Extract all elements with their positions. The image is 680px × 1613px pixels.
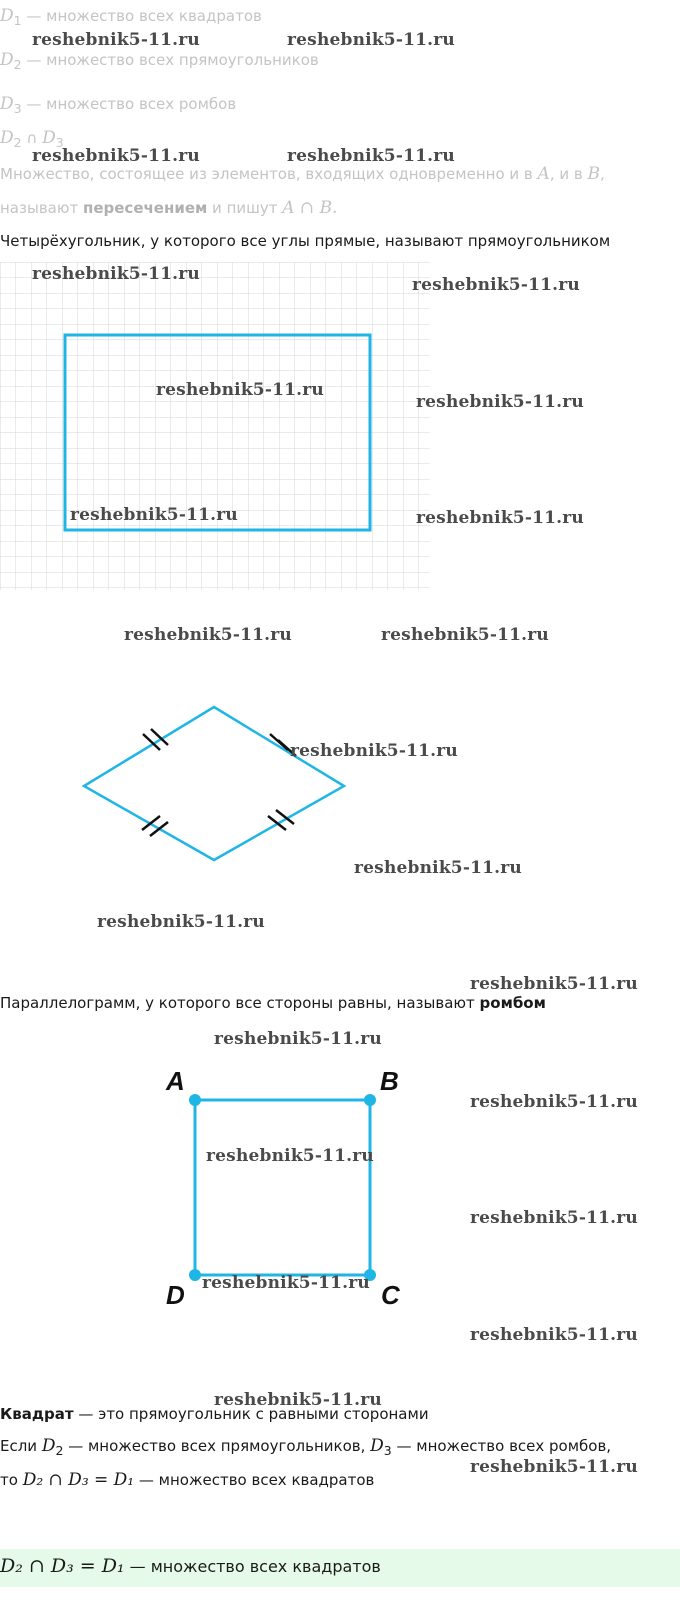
watermark: reshebnik5-11.ru bbox=[470, 1325, 638, 1345]
vertex-label-c: C bbox=[381, 1280, 400, 1310]
rectangle-grid-figure bbox=[0, 262, 430, 590]
watermark: reshebnik5-11.ru bbox=[470, 974, 638, 994]
watermark: reshebnik5-11.ru bbox=[32, 146, 200, 166]
rhombus-caption: Параллелограмм, у которого все стороны равны, называют ромбом bbox=[0, 994, 546, 1012]
vertex-label-d: D bbox=[166, 1280, 185, 1310]
equal-side-ticks bbox=[142, 729, 296, 836]
watermark: reshebnik5-11.ru bbox=[416, 508, 584, 528]
watermark: reshebnik5-11.ru bbox=[32, 264, 200, 284]
rhombus-shape bbox=[84, 707, 344, 860]
faded-line-d2: $D_2$ — множество всех прямоугольников bbox=[0, 50, 319, 72]
conclusion-line-1: Если $D_2$ — множество всех прямоугольников, $D_3$ — множество всех ромбов, bbox=[0, 1436, 612, 1458]
rectangle-caption: Четырёхугольник, у которого все углы прямые, называют прямоугольником bbox=[0, 232, 611, 250]
watermark: reshebnik5-11.ru bbox=[214, 1029, 382, 1049]
vertex-d-dot bbox=[189, 1269, 201, 1281]
watermark: reshebnik5-11.ru bbox=[381, 625, 549, 645]
faded-line-intersection: $D_2$ ∩ $D_3$ bbox=[0, 128, 64, 150]
watermark: reshebnik5-11.ru bbox=[412, 275, 580, 295]
watermark: reshebnik5-11.ru bbox=[214, 1390, 382, 1410]
square-shape bbox=[195, 1100, 370, 1275]
faded-line-definition-2: называют пересечением и пишут A ∩ B. bbox=[0, 198, 338, 218]
watermark: reshebnik5-11.ru bbox=[470, 1457, 638, 1477]
square-definition: Квадрат — это прямоугольник с равными сторонами bbox=[0, 1405, 429, 1423]
watermark: reshebnik5-11.ru bbox=[206, 1146, 374, 1166]
watermark: reshebnik5-11.ru bbox=[124, 625, 292, 645]
watermark: reshebnik5-11.ru bbox=[202, 1273, 370, 1293]
watermark: reshebnik5-11.ru bbox=[416, 392, 584, 412]
faded-line-d1: $D_1$ — множество всех квадратов bbox=[0, 6, 262, 28]
vertex-label-b: B bbox=[380, 1066, 399, 1096]
watermark: reshebnik5-11.ru bbox=[354, 858, 522, 878]
watermark: reshebnik5-11.ru bbox=[287, 30, 455, 50]
watermark: reshebnik5-11.ru bbox=[470, 1208, 638, 1228]
answer-line: D₂ ∩ D₃ = D₁ — множество всех квадратов bbox=[0, 1555, 381, 1577]
vertex-a-dot bbox=[189, 1094, 201, 1106]
watermark: reshebnik5-11.ru bbox=[287, 146, 455, 166]
conclusion-line-2: то D₂ ∩ D₃ = D₁ — множество всех квадратов bbox=[0, 1470, 375, 1490]
watermark: reshebnik5-11.ru bbox=[97, 912, 265, 932]
vertex-label-a: A bbox=[166, 1066, 185, 1096]
faded-line-definition: Множество, состоящее из элементов, входящих одновременно и в A, и в B, bbox=[0, 164, 605, 184]
rhombus-figure bbox=[70, 690, 370, 880]
vertex-b-dot bbox=[364, 1094, 376, 1106]
watermark: reshebnik5-11.ru bbox=[156, 380, 324, 400]
watermark: reshebnik5-11.ru bbox=[70, 505, 238, 525]
watermark: reshebnik5-11.ru bbox=[32, 30, 200, 50]
faded-line-d3: $D_3$ — множество всех ромбов bbox=[0, 94, 237, 116]
watermark: reshebnik5-11.ru bbox=[470, 1092, 638, 1112]
watermark: reshebnik5-11.ru bbox=[290, 741, 458, 761]
